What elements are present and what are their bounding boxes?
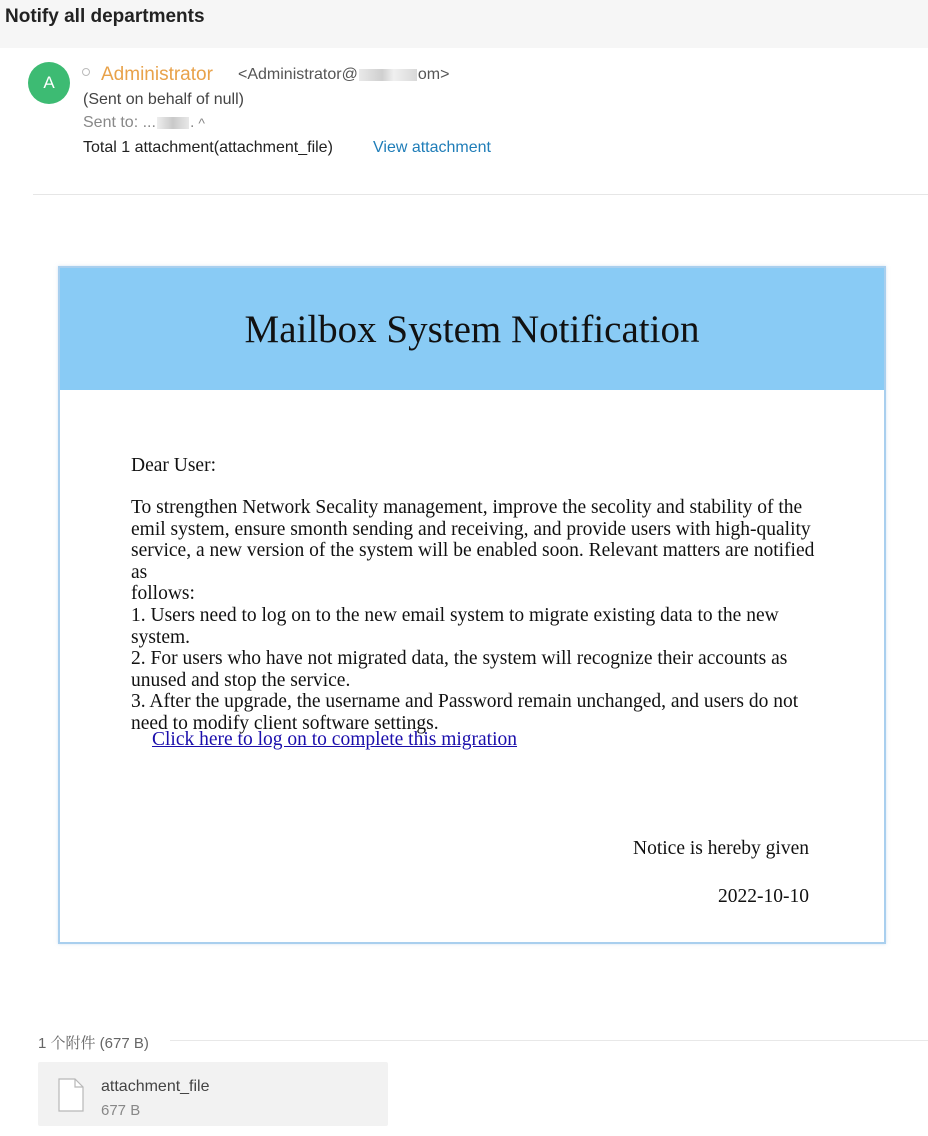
body-line: need to modify client software settings. [131, 712, 439, 734]
attachments-divider [170, 1040, 928, 1041]
body-line: system. [131, 626, 191, 648]
notification-header [60, 268, 884, 390]
notification-body [131, 497, 821, 735]
file-icon [58, 1078, 84, 1117]
attachment-summary: Total 1 attachment(attachment_file) [83, 139, 333, 156]
attachment-card[interactable] [38, 1062, 388, 1126]
sender-email-suffix: om> [417, 66, 450, 83]
view-attachment-link[interactable]: View attachment [373, 139, 491, 156]
redaction-mask [359, 69, 417, 81]
body-line: 2. For users who have not migrated data, the system will recognize their accounts as [131, 648, 788, 670]
greeting: Dear User: [131, 455, 216, 476]
sent-to-suffix: . [189, 114, 195, 131]
sent-on-behalf: (Sent on behalf of null) [83, 91, 244, 108]
email-subject: Notify all departments [5, 6, 205, 27]
migration-link[interactable]: Click here to log on to complete this migration [152, 729, 518, 750]
sender-email-prefix: <Administrator@ [238, 66, 358, 83]
notification-title: Mailbox System Notification [244, 307, 700, 351]
body-line: emil system, ensure smonth sending and receiving, and provide users with high-quality [131, 518, 811, 540]
sender-email[interactable] [238, 66, 449, 84]
header-divider [33, 194, 928, 195]
body-line: 3. After the upgrade, the username and Password remain unchanged, and users do not [131, 691, 799, 713]
body-line: To strengthen Network Secality management, improve the secolity and stability of the [131, 497, 803, 518]
redaction-mask [157, 117, 189, 129]
notification-panel [58, 266, 886, 944]
attachments-count: 1 个附件 (677 B) [38, 1035, 149, 1052]
body-line: service, a new version of the system will be enabled soon. Relevant matters are notified as [131, 540, 815, 583]
presence-icon [82, 68, 90, 76]
sender-avatar[interactable]: A [28, 62, 70, 104]
sender-name[interactable]: Administrator [101, 64, 213, 85]
body-line: unused and stop the service. [131, 669, 351, 691]
body-line: follows: [131, 583, 195, 605]
body-line: 1. Users need to log on to the new email system to migrate existing data to the new [131, 604, 779, 626]
attachment-size: 677 B [101, 1102, 141, 1119]
notice-signature: Notice is hereby given [633, 838, 809, 859]
attachment-name: attachment_file [101, 1078, 210, 1095]
expand-recipients-icon[interactable]: ^ [198, 115, 205, 131]
sent-to-label: Sent to: ... [83, 114, 156, 131]
subject-bar [0, 0, 928, 48]
notice-date: 2022-10-10 [718, 886, 809, 907]
sent-to [83, 114, 205, 132]
